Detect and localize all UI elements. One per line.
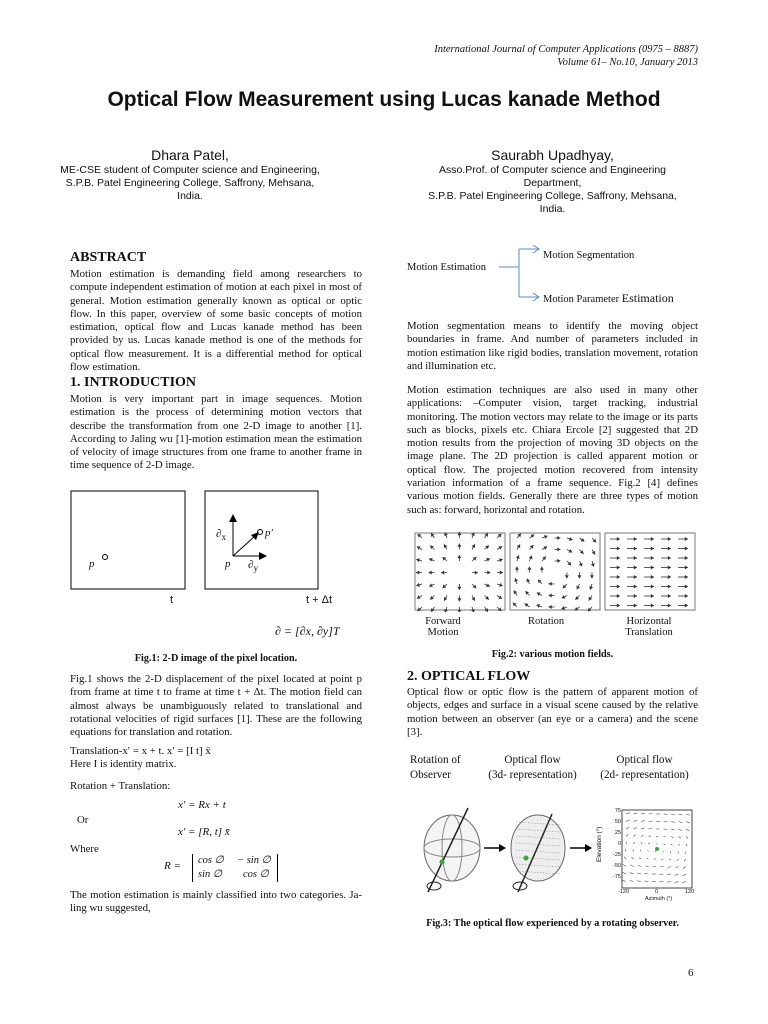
journal-volume: Volume 61– No.10, January 2013 — [557, 57, 698, 68]
pixel-point — [103, 555, 108, 560]
translation-vector — [644, 585, 654, 589]
forward-vector — [457, 584, 461, 590]
translation-vector — [644, 556, 654, 560]
rotation-vector — [542, 546, 547, 549]
fig3-col-2: Optical flow (3d- representation) — [488, 754, 577, 781]
arrow-right-icon — [570, 844, 592, 852]
rotation-vector — [542, 535, 548, 539]
rotation-vector — [555, 536, 561, 540]
paper-title: Optical Flow Measurement using Lucas kanade Method — [107, 88, 661, 111]
forward-vector — [497, 595, 502, 598]
equation-1: x′ = Rx + t — [178, 799, 226, 811]
label-dx: $\partial_x$ — [216, 528, 227, 543]
forward-vector — [485, 533, 489, 538]
forward-vector — [431, 533, 435, 538]
optical-flow-text: Optical flow or optic flow is the pattern of apparent motion of objects, edges and surface in a visual scene caused by the relative motion between an observer (an eye or a camera) and the scene [3]. — [407, 686, 698, 738]
author-name: Saurabh Upadhyay, — [491, 147, 614, 163]
plot-ylabel: Elevation (°) — [596, 826, 603, 862]
forward-vector — [444, 544, 447, 549]
rotation-vector — [590, 573, 594, 579]
rotation-vector — [580, 550, 584, 554]
rotation-vector — [514, 578, 518, 584]
rotation-vector — [555, 547, 561, 551]
rotation-vector — [567, 537, 573, 541]
forward-vector — [431, 607, 435, 612]
forward-vector — [417, 595, 422, 598]
forward-vector — [429, 583, 434, 587]
motion-estimation-label: Motion Estimation — [407, 262, 487, 273]
translation-vector — [678, 575, 688, 579]
rotation-matrix — [192, 854, 278, 882]
arrow-head-icon — [259, 552, 267, 560]
forward-vector — [418, 534, 422, 538]
translation-vector — [678, 566, 688, 570]
translation-vector — [661, 594, 671, 598]
motion-fields-drawing — [414, 532, 698, 612]
motion-estimation-diagram — [407, 245, 697, 305]
rotation-vector — [538, 580, 542, 584]
motion-parameter-label: Motion Parameter Estimation — [543, 291, 674, 305]
page-number: 6 — [688, 967, 694, 979]
forward-vector — [457, 544, 461, 550]
forward-vector — [485, 596, 489, 600]
plot-yticks: 75 50 25 0 -25 -50 -75 — [613, 808, 621, 880]
author-affiliation: S.P.B. Patel Engineering College, Saffrony, Mehsana, — [428, 190, 677, 202]
forward-vector — [472, 557, 476, 561]
rotation-vector — [549, 605, 555, 609]
translation-vector — [678, 604, 688, 608]
translation-equation: Translation-x′ = x + t. x′ = [I t] x̄ — [70, 745, 211, 757]
label-forward: Forward Motion — [425, 616, 461, 638]
figure-1-drawing — [70, 490, 362, 640]
fig3-col-3: Optical flow (2d- representation) — [600, 754, 689, 781]
rotation-vector — [530, 545, 534, 549]
translation-vector — [627, 594, 637, 598]
translation-vector — [610, 575, 620, 579]
rotation-vector — [516, 555, 520, 561]
focus-point — [655, 847, 659, 851]
translation-vector — [661, 547, 671, 551]
techniques-paragraph: Motion estimation techniques are also used in many other applications: –Computer vision, target tracking, industrial monitoring. The motion vectors may relate to the image or its parts such as blocks, pixels etc. Chiara Ercole [2] suggested that 2D motion results from the projection of moving 3D objects on the image plane. The 2D projection is called apparent motion or optical flow. The projected motion recovered from intensity variation information of a frame sequence. Fig.2 [4] defines various motion fields. Generally there are three types of motion such as: forward, horizontal and rotation. — [407, 384, 698, 516]
forward-vector — [497, 583, 503, 587]
segmentation-paragraph: Motion segmentation means to identify the moving object boundaries in frame. And number of parameters included in motion estimation like rigid bodies, translation movement, rotation and illumination etc. — [407, 320, 698, 372]
plot-xtick: 120 — [685, 889, 695, 895]
forward-vector — [497, 534, 501, 538]
abstract-heading: ABSTRACT — [70, 250, 147, 265]
forward-vector — [457, 555, 461, 561]
matrix-cell: cos ∅ — [198, 855, 224, 866]
figure-2 — [414, 532, 698, 642]
rotation-vector — [517, 534, 521, 538]
rotation-vector — [562, 595, 567, 599]
author-affiliation: Department, — [523, 177, 582, 189]
translation-vector — [610, 547, 620, 551]
rotation-vector — [530, 534, 535, 538]
forward-vector — [442, 557, 447, 561]
translation-vector — [644, 575, 654, 579]
label-horizontal: Horizontal Translation — [625, 616, 673, 638]
flow-sphere-3d — [511, 814, 565, 892]
author-affiliation: Asso.Prof. of Computer science and Engineering — [438, 164, 667, 176]
or-label: Or — [77, 814, 89, 826]
translation-vector — [661, 537, 671, 541]
forward-vector — [416, 558, 422, 562]
intro-heading: 1. INTRODUCTION — [70, 375, 197, 390]
rotation-vector — [577, 573, 581, 579]
rotation-vector — [589, 584, 593, 590]
rotation-vector — [565, 573, 569, 579]
figure-3-caption: Fig.3: The optical flow experienced by a rotating observer. — [426, 918, 679, 929]
translation-vector — [627, 575, 637, 579]
author-name: Dhara Patel, — [151, 147, 229, 163]
translation-vector — [678, 547, 688, 551]
forward-vector — [497, 607, 501, 611]
label-dy: $\partial_y$ — [248, 559, 259, 574]
translation-vector — [644, 547, 654, 551]
forward-vector — [430, 546, 434, 550]
forward-vector — [429, 558, 435, 562]
rotation-vector — [588, 607, 592, 611]
forward-vector — [472, 584, 476, 588]
closing-text: The motion estimation is mainly classified into two categories. Ja-ling wu suggested, — [70, 889, 362, 915]
author-affiliation: India. — [539, 203, 566, 215]
author-affiliation: S.P.B. Patel Engineering College, Saffrony, Mehsana, — [65, 177, 315, 189]
author-affiliation: India. — [177, 190, 203, 202]
label-p-prime: p′ — [265, 527, 273, 539]
rotation-vector — [549, 582, 555, 586]
translation-vector — [610, 566, 620, 570]
forward-vector — [485, 583, 490, 587]
translation-vector — [661, 575, 671, 579]
translation-vector — [678, 556, 688, 560]
label-p: p — [89, 558, 95, 570]
rotation-vector — [567, 561, 571, 565]
forward-vector — [417, 546, 422, 549]
arrow-head-icon — [229, 514, 237, 522]
translation-vector — [627, 585, 637, 589]
translation-vector — [627, 556, 637, 560]
forward-vector — [485, 545, 489, 549]
rotation-vector — [515, 567, 519, 573]
translation-vector — [678, 537, 688, 541]
forward-vector — [429, 571, 435, 575]
forward-vector — [485, 558, 490, 562]
journal-name: International Journal of Computer Applications (0975 – 8887) — [434, 44, 698, 55]
label-t-dt: t + Δt — [306, 594, 332, 606]
forward-vector — [430, 596, 434, 600]
translation-vector — [610, 594, 620, 598]
forward-vector — [497, 546, 502, 549]
translation-vector — [678, 585, 688, 589]
forward-vector — [471, 596, 475, 601]
author-affiliation: ME-CSE student of Computer science and Engineering, — [60, 164, 320, 176]
rotation-vector — [529, 555, 533, 561]
rotation-vector — [563, 584, 567, 588]
forward-vector — [416, 583, 422, 587]
rotation-vector — [592, 550, 595, 555]
equation-2: x′ = [R, t] x̄ — [178, 826, 230, 838]
matrix-cell: sin ∅ — [198, 869, 223, 880]
rotation-vector — [555, 559, 561, 563]
translation-vector — [610, 537, 620, 541]
translation-vector — [661, 566, 671, 570]
translation-vector — [644, 566, 654, 570]
author-2 — [400, 146, 705, 216]
rotation-vector — [514, 590, 517, 595]
figure-1 — [70, 490, 362, 640]
author-1 — [40, 146, 340, 203]
displacement-equation: ∂ = [∂x, ∂y]T — [275, 624, 340, 638]
motion-segmentation-label: Motion Segmentation — [543, 250, 635, 261]
rotation-vector — [537, 592, 542, 596]
forward-vector — [485, 571, 491, 575]
rotation-field-box — [510, 533, 600, 610]
equation-3-lhs: R = — [164, 860, 181, 872]
fig1-description: Fig.1 shows the 2-D displacement of the pixel located at point p from frame at time t to frame at time t + Δt. The motion field can almost always be unambiguously related to translational and rotational velocities of rigid surfaces [1]. These are the following equations for translation and rotation. — [70, 673, 362, 739]
matrix-cell: − sin ∅ — [237, 855, 271, 866]
rotation-vector — [579, 561, 583, 566]
translation-vector — [661, 585, 671, 589]
forward-vector — [497, 558, 503, 562]
rotation-vector — [540, 567, 544, 573]
observer-sphere — [424, 808, 480, 892]
translation-vector — [610, 604, 620, 608]
identity-note: Here I is identity matrix. — [70, 758, 177, 770]
translation-vector — [610, 585, 620, 589]
figure-1-caption: Fig.1: 2-D image of the pixel location. — [134, 653, 298, 664]
fig3-col-1: Rotation of Observer — [410, 754, 461, 781]
translation-field-box — [605, 533, 695, 610]
forward-vector — [472, 544, 476, 549]
translation-vector — [627, 566, 637, 570]
abstract-text: Motion estimation is demanding field among researchers to compute independent estimation of motion at each pixel in most of general. Motion estimation generally known as optical or optic flow. In this paper, overview of some basic concepts of motion estimation, optical flow and Lucas kanade method has been provided by us. Lucas kanade method is one of the methods for optical flow measurement. It is a differential method for optical flow estimation. — [70, 268, 362, 374]
forward-vector — [416, 571, 422, 575]
translation-vector — [644, 604, 654, 608]
rotation-vector — [542, 556, 546, 561]
optical-flow-heading: 2. OPTICAL FLOW — [407, 669, 531, 684]
where-label: Where — [70, 843, 99, 855]
translation-vector — [661, 604, 671, 608]
plot-xlabel: Azimuth (°) — [645, 896, 673, 902]
forward-vector — [441, 571, 447, 575]
rotation-vector — [513, 603, 517, 607]
rotation-vector — [549, 593, 555, 597]
plot-xtick: 0 — [655, 889, 659, 895]
rotation-vector — [527, 567, 531, 573]
figure-3 — [410, 800, 700, 905]
label-t: t — [170, 594, 174, 606]
rotation-vector — [561, 606, 567, 610]
rotation-vector — [517, 544, 520, 549]
rotation-vector — [575, 596, 579, 600]
forward-vector — [484, 607, 487, 612]
forward-vector — [443, 584, 447, 588]
displacement-arrow — [233, 535, 256, 556]
translation-vector — [627, 537, 637, 541]
rotation-vector — [525, 603, 530, 607]
matrix-cell: cos ∅ — [243, 869, 269, 880]
forward-vector — [497, 571, 503, 575]
rotation-vector — [526, 579, 530, 584]
forward-vector — [457, 596, 461, 602]
figure-2-caption: Fig.2: various motion fields. — [491, 649, 614, 660]
rotation-vector — [580, 538, 585, 542]
forward-vector — [472, 571, 478, 575]
label-p2: p — [225, 558, 231, 570]
translation-vector — [627, 547, 637, 551]
plot-xtick: -120 — [618, 889, 630, 895]
rotation-vector — [525, 591, 529, 595]
rotation-vector — [591, 561, 595, 567]
label-rotation: Rotation — [528, 616, 565, 627]
rotation-vector — [567, 549, 572, 553]
rotation-vector — [589, 596, 592, 601]
translation-vector — [627, 604, 637, 608]
frame-t — [71, 491, 185, 589]
rotation-vector — [536, 604, 542, 608]
translation-vector — [661, 556, 671, 560]
arrow-right-icon — [484, 844, 506, 852]
translation-vector — [678, 594, 688, 598]
rotation-vector — [576, 584, 580, 589]
rotation-vector — [592, 538, 596, 542]
forward-vector — [444, 596, 448, 601]
rotation-translation-label: Rotation + Translation: — [70, 780, 171, 792]
translation-vector — [610, 556, 620, 560]
intro-text: Motion is very important part in image sequences. Motion estimation is the process of determining motion vectors that describe the transformation from one 2-D image to another [1]. According to Jaling wu [1]-motion estimation mean the estimation of velocity of image structures from one frame to another frame in time sequence of 2-D image. — [70, 393, 362, 472]
translation-vector — [644, 594, 654, 598]
translation-vector — [644, 537, 654, 541]
